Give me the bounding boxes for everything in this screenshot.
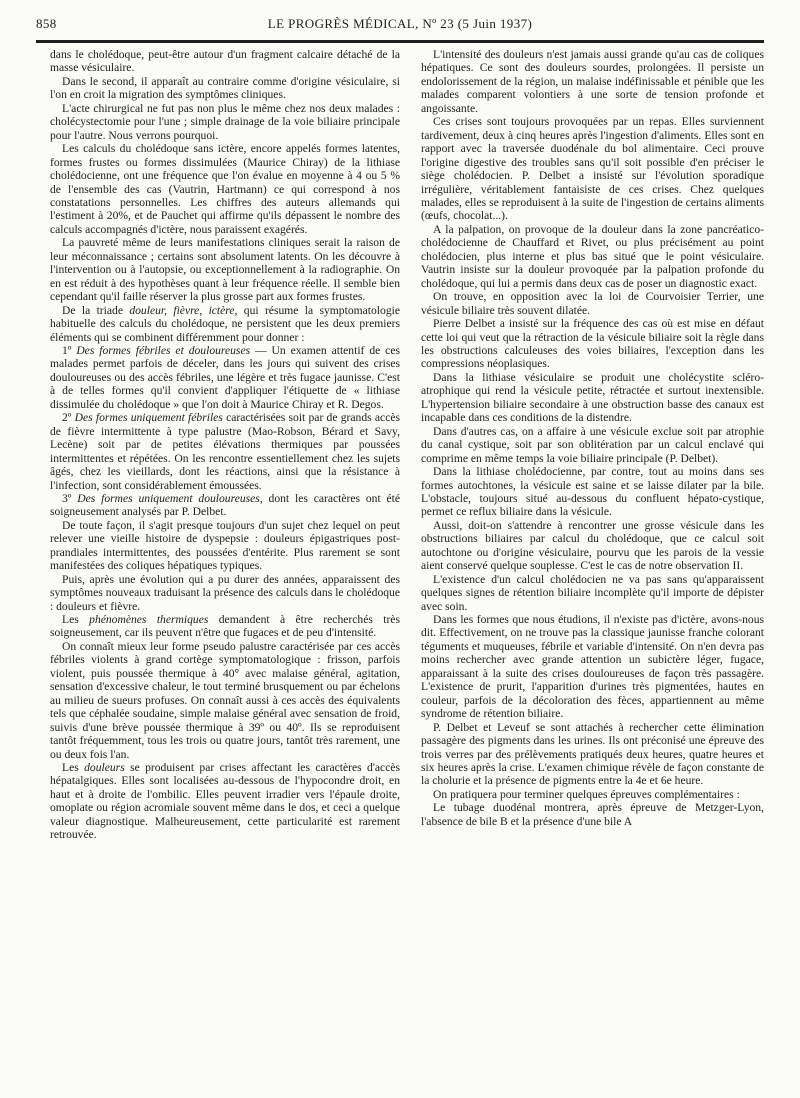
text-run: On trouve, en opposition avec la loi de Courvoisier Terrier, une vésicule biliaire très souvent dilatée. <box>421 290 764 317</box>
paragraph <box>50 640 400 761</box>
paragraph <box>421 371 764 425</box>
text-run: L'intensité des douleurs n'est jamais aussi grande qu'au cas de coliques hépatiques. Ce sont des douleurs sourdes, prolongées. Il persiste un endolorissement de la région, un malaise indéfinissable et pénible que les malades comparent volontiers à une sorte de tension profonde et angoissante. <box>421 48 764 115</box>
paragraph <box>421 465 764 519</box>
paragraph <box>421 48 764 115</box>
paragraph <box>421 115 764 223</box>
header-rule <box>36 40 764 43</box>
paragraph <box>50 613 400 640</box>
text-run: 2º <box>62 411 75 425</box>
paragraph <box>50 75 400 102</box>
text-run: Dans le second, il apparaît au contraire comme d'origine vésiculaire, si l'on en croit la migration des symptômes cliniques. <box>50 74 400 102</box>
italic-text: douleurs <box>84 761 125 775</box>
paragraph <box>50 344 400 411</box>
paragraph <box>421 573 764 613</box>
text-run: Pierre Delbet a insisté sur la fréquence des cas où est mise en défaut cette loi qui veut que la rétraction de la vésicule biliaire soit la règle dans les obstructions calculeuses des voies biliaires, l'exception dans les compressions néoplasiques. <box>421 317 764 371</box>
text-run: L'existence d'un calcul cholédocien ne va pas sans qu'apparaissent quelques signes de rétention biliaire incomplète qu'il importe de dépister avec soin. <box>421 572 764 613</box>
page-number: 858 <box>36 16 57 31</box>
paragraph <box>50 411 400 492</box>
paragraph <box>50 236 400 303</box>
text-run: — Un examen attentif de ces malades permet parfois de déceler, dans les jours qui suivent des crises douloureuses ou des accès fébriles, une légère et très fugace jaunisse. C'est à de telles formes qu'il convient d'appliquer l'étiquette de « lithiase dissimulée du cholédoque » que l'on doit à Maurice Chiray et R. Degos. <box>50 343 400 411</box>
italic-text: Des formes uniquement douloureuses <box>77 491 260 505</box>
text-run: De toute façon, il s'agit presque toujours d'un sujet chez lequel on peut relever une vieille histoire de dyspepsie : douleurs épigastriques post-prandiales intermittentes, des poussées d'entérite. Plus rarement se sont manifestées des coliques hépatiques typiques. <box>50 518 400 573</box>
paragraph <box>50 142 400 236</box>
paragraph <box>421 613 764 721</box>
text-run: Dans d'autres cas, on a affaire à une vésicule exclue soit par atrophie du canal cystique, soit par son oblitération par un calcul enclavé qui comprime en même temps la voie biliaire principale (P. Delbet). <box>421 424 764 465</box>
left-column <box>50 48 400 842</box>
text-run: Dans la lithiase vésiculaire se produit une cholécystite scléro-atrophique qui rend la vésicule petite, rétractée et surtout inextensible. L'hypertension biliaire secondaire à une obstruction basse des canaux est incapable dans ces conditions de la distendre. <box>421 370 764 425</box>
paragraph <box>421 801 764 828</box>
text-run: , dont les caractères ont été soigneusement analysés par P. Delbet. <box>50 491 401 519</box>
text-run: Ces crises sont toujours provoquées par un repas. Elles surviennent tardivement, deux à cinq heures après l'ingestion d'aliments. Elles sont en rapport avec la traversée duodénale du bol alimentaire. Ceci prouve l'origine digestive des troubles sans qu'il soit possible d'en préciser le siège cholédocien. P. Delbet a insisté sur l'évolution sporadique irrégulière, véritablement fantaisiste de ces crises. Chez quelques malades, elles se reproduisent à la suite de l'ingestion de certains aliments (œufs, chocolat...). <box>421 115 764 223</box>
running-title: LE PROGRÈS MÉDICAL, Nº 23 (5 Juin 1937) <box>267 16 533 31</box>
text-run: 3º <box>62 491 78 505</box>
text-run: dans le cholédoque, peut-être autour d'un fragment calcaire détaché de la masse vésiculaire. <box>50 48 400 75</box>
text-run: Puis, après une évolution qui a pu durer des années, apparaissent des symptômes nouveaux traduisant la présence des calculs dans le cholédoque : douleurs et fièvre. <box>50 572 400 613</box>
paragraph <box>421 425 764 465</box>
paragraph <box>421 290 764 317</box>
text-run: Dans la lithiase cholédocienne, par contre, tout au moins dans ses formes autochtones, la vésicule est saine et se laisse dilater par la bile. L'obstacle, toujours situé au-dessous du confluent hépato-cystique, permet ce reflux biliaire dans la vésicule. <box>421 465 764 519</box>
paragraph <box>50 304 400 344</box>
text-run: La pauvreté même de leurs manifestations cliniques serait la raison de leur méconnaissance ; certains sont absolument latents. On les découvre à l'intervention ou à l'autopsie, ou exceptionnellement à la radiographie. On en est réduit à des hypothèses quant à leur fréquence réelle. Il semble bien cependant qu'il faille réserver la plus grosse part aux formes frustes. <box>50 236 400 304</box>
paragraph <box>50 48 400 75</box>
text-run: , qui résume la symptomatologie habituelle des calculs du cholédoque, ne persistent que les deux premiers éléments qui se combinent différemment pour donner : <box>50 303 400 344</box>
paragraph <box>50 761 400 842</box>
paragraph <box>50 102 400 142</box>
running-header <box>36 16 764 36</box>
text-run: caractérisées soit par de grands accès de fièvre intermittente à type palustre (Mao-Robson, Bérard et Savy, Lecène) soit par de petites élévations thermiques par poussées intermittentes et répétées. On les rencontre essentiellement chez les sujets âgés, chez les vieillards, dont les réactions, ainsi que la résistance à l'infection, sont considérablement émoussées. <box>50 411 400 492</box>
text-run: Dans les formes que nous étudions, il n'existe pas d'ictère, avons-nous dit. Effectivement, on ne trouve pas la classique jaunisse franche colorant téguments et muqueuses, fébrile et variable d'intensité. On n'en devra pas moins rechercher avec grande attention un subictère léger, fugace, apparaissant à la suite des crises douloureuses de façon très passagère. L'existence de prurit, l'apparition d'urines très pigmentées, hautes en couleur, parfois de la décoloration des fèces, appartiennent au même syndrome de rétention biliaire. <box>421 613 764 721</box>
paragraph <box>421 788 764 801</box>
text-run: On connaît mieux leur forme pseudo palustre caractérisée par ces accès fébriles violents à grand cortège symptomatologique : frisson, parfois violent, puis poussée thermique à 40° avec malaise général, agitation, sensation d'excessive chaleur, le tout terminé brusquement ou par échelons au milieu de sueurs profuses. On connaît aussi à ces accès des équivalents tels que céphalée soudaine, simple malaise général avec sensation de froid, suivis d'une brève poussée thermique à 39º ou 40º. Ils se reproduisent tantôt fréquemment, tous les trois ou quatre jours, tantôt très rarement, une ou deux fois l'an. <box>50 639 400 761</box>
text-run: De la triade <box>62 303 130 317</box>
paragraph <box>421 519 764 573</box>
paragraph <box>50 519 400 573</box>
text-run: Les <box>62 761 85 775</box>
text-run: P. Delbet et Leveuf se sont attachés à rechercher cette élimination passagère des pigments dans les urines. Ils ont préconisé une épreuve des trois verres par des prélèvements pratiqués deux heures, quatre heures et six heures après la crise. L'examen chimique révèle de façon constante de la cholurie et la présence de pigments entre la 4e et 6e heure. <box>421 720 764 788</box>
text-run: A la palpation, on provoque de la douleur dans la zone pancréatico-cholédocienne de Chauffard et Rivet, ou plus précisément au point cholédocien, plus interne et plus bas situé que le point vésiculaire. Vautrin insiste sur la douleur provoquée par la palpation profonde du cholédoque, qui lui a permis dans deux cas de poser un diagnostic exact. <box>421 222 764 290</box>
text-run: se produisent par crises affectant les caractères d'accès hépatalgiques. Elles sont localisées au-dessous de l'hypocondre droit, en haut et à droite de l'ombilic. Elles peuvent irradier vers l'épaule droite, omoplate ou région acromiale souvent même dans le dos, et ceci a quelque valeur diagnostique. Malheureusement, cette particularité est rarement retrouvée. <box>50 761 401 842</box>
paragraph <box>421 721 764 788</box>
paragraph <box>50 573 400 613</box>
paragraph <box>50 492 400 519</box>
paragraph <box>421 223 764 290</box>
text-run: Les calculs du cholédoque sans ictère, encore appelés formes latentes, formes frustes ou formes dissimulées (Maurice Chiray) de la lithiase cholédocienne, ont une fréquence que l'on évalue en moyenne à 4 ou 5 % de l'ensemble des cas (Vautrin, Hartmann) ce qui correspond à nos constatations personnelles. Les chiffres des auteurs allemands qui l'estiment à 20%, et de Pauchet qui affirme qu'ils dépassent le nombre des calculs accompagnés d'ictère, nous paraissent exagérés. <box>50 142 400 236</box>
text-run: L'acte chirurgical ne fut pas non plus le même chez nos deux malades : cholécystectomie pour l'une ; simple drainage de la voie biliaire principale pour l'autre. Nous verrons pourquoi. <box>50 101 400 142</box>
text-run: Le tubage duodénal montrera, après épreuve de Metzger-Lyon, l'absence de bile B et la présence d'une bile A <box>421 801 764 828</box>
text-run: Les <box>62 613 90 627</box>
paragraph <box>421 317 764 371</box>
text-run: 1º <box>62 343 77 357</box>
text-run: On pratiquera pour terminer quelques épreuves complémentaires : <box>433 787 740 801</box>
right-column <box>421 48 764 828</box>
italic-text: Des formes fébriles et douloureuses <box>76 343 251 357</box>
text-run: Aussi, doit-on s'attendre à rencontrer une grosse vésicule dans les obstructions biliaires par calcul du cholédoque, que ce calcul soit autochtone ou d'origine vésiculaire, pourvu que les parois de la vessie aient conservé quelque souplesse. C'est le cas de notre observation II. <box>421 518 764 573</box>
italic-text: Des formes uniquement fébriles <box>74 411 223 425</box>
italic-text: phénomènes thermiques <box>89 613 209 627</box>
text-run: demandent à être recherchés très soigneusement, car ils peuvent n'être que fugaces et de peu d'intensité. <box>50 613 400 640</box>
italic-text: douleur, fièvre, ictère <box>129 303 235 317</box>
